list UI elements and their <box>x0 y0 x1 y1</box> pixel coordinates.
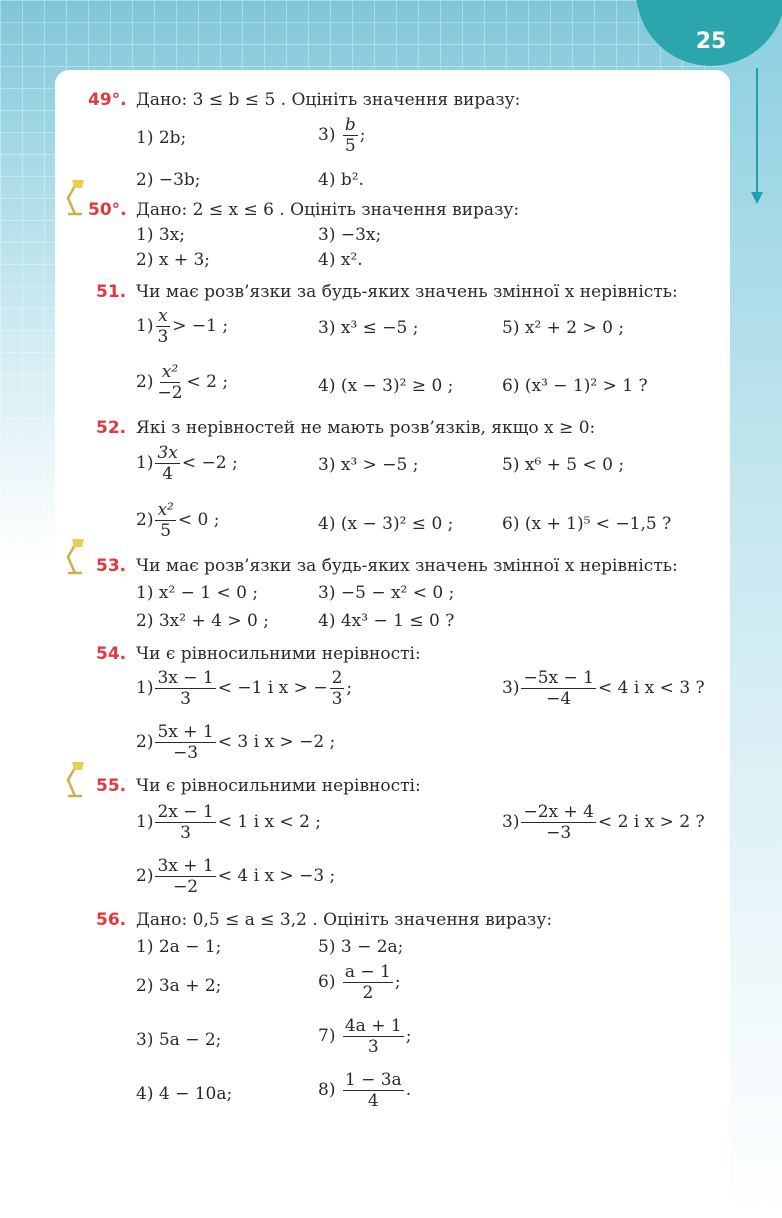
item: 1) $\frac{2x - 1}{3}$ < 1 і x < 2 ; <box>136 802 322 843</box>
item: 4) b². <box>318 170 364 190</box>
exercise-number: 52. <box>96 418 127 438</box>
side-arrow-icon <box>751 192 763 204</box>
item: 2) 3a + 2; <box>136 976 222 996</box>
exercise-number: 54. <box>96 644 127 664</box>
item: 1) $\frac{3x - 1}{3}$ < −1 і x > − $\frac{2}{3}$ ; <box>136 668 353 709</box>
item: 4) x². <box>318 250 363 270</box>
item: 3) x³ > −5 ; <box>318 455 419 475</box>
item: 5) 3 − 2a; <box>318 937 404 957</box>
exercise-number: 50°. <box>88 200 127 220</box>
item: 1) 3x; <box>136 225 185 245</box>
item: 2) $\frac{3x + 1}{-2}$ < 4 і x > −3 ; <box>136 856 336 897</box>
exercise-text: Дано: 0,5 ≤ a ≤ 3,2 . Оцініть значення виразу: <box>136 910 553 930</box>
exercise-text: Дано: 3 ≤ b ≤ 5 . Оцініть значення виразу: <box>136 90 521 110</box>
item: 2) −3b; <box>136 170 201 190</box>
page-number: 25 <box>695 29 727 54</box>
item: 1) 2b; <box>136 128 187 148</box>
side-strip <box>722 0 782 1218</box>
item: 2) 3x² + 4 > 0 ; <box>136 611 269 631</box>
exercise-text: Дано: 2 ≤ x ≤ 6 . Оцініть значення виразу: <box>136 200 520 220</box>
item: 5) x⁶ + 5 < 0 ; <box>502 455 625 475</box>
item: 2) $\frac{\text{x²}}{-2}$ < 2 ; <box>136 362 229 403</box>
item: 6) $\frac{a - 1}{2}$ ; <box>318 962 401 1003</box>
exercise-number: 55. <box>96 776 127 796</box>
item: 4) 4x³ − 1 ≤ 0 ? <box>318 611 455 631</box>
item: 1) 2a − 1; <box>136 937 222 957</box>
item: 2) x + 3; <box>136 250 211 270</box>
item: 4) (x − 3)² ≤ 0 ; <box>318 514 454 534</box>
exercise-text: Чи є рівносильними нерівності: <box>136 776 421 796</box>
item: 6) (x + 1)⁵ < −1,5 ? <box>502 514 672 534</box>
item: 4) (x − 3)² ≥ 0 ; <box>318 376 454 396</box>
item: 3) $\frac{-5x - 1}{-4}$ < 4 і x < 3 ? <box>502 668 705 709</box>
exercise-number: 49°. <box>88 90 127 110</box>
exercise-number: 56. <box>96 910 127 930</box>
exercise-text: Чи має розв’язки за будь-яких значень змінної x нерівність: <box>136 556 678 576</box>
exercise-text: Які з нерівностей не мають розв’язків, якщо x ≥ 0: <box>136 418 596 438</box>
item: 8) $\frac{1 - 3a}{4}$ . <box>318 1070 412 1111</box>
lamp-icon <box>62 758 88 798</box>
lamp-icon <box>62 535 88 575</box>
item: 3) 5a − 2; <box>136 1030 222 1050</box>
item: 3) −5 − x² < 0 ; <box>318 583 455 603</box>
item: 1) x² − 1 < 0 ; <box>136 583 259 603</box>
item: 6) (x³ − 1)² > 1 ? <box>502 376 648 396</box>
item: 1) $\frac{x}{3}$ > −1 ; <box>136 306 229 347</box>
item: 2) $\frac{5x + 1}{-3}$ < 3 і x > −2 ; <box>136 722 336 763</box>
item: 3) $\frac{b}{5}$ ; <box>318 115 366 156</box>
exercise-number: 53. <box>96 556 127 576</box>
item: 2) $\frac{\text{x²}}{5}$ < 0 ; <box>136 500 220 541</box>
item: 3) x³ ≤ −5 ; <box>318 318 419 338</box>
exercise-text: Чи є рівносильними нерівності: <box>136 644 421 664</box>
exercise-text: Чи має розв’язки за будь-яких значень змінної x нерівність: <box>136 282 678 302</box>
item: 1) $\frac{3x}{4}$ < −2 ; <box>136 443 238 484</box>
exercise-number: 51. <box>96 282 127 302</box>
item: 3) $\frac{-2x + 4}{-3}$ < 2 і x > 2 ? <box>502 802 705 843</box>
item: 5) x² + 2 > 0 ; <box>502 318 625 338</box>
item: 3) −3x; <box>318 225 382 245</box>
item: 4) 4 − 10a; <box>136 1084 233 1104</box>
side-arrow-line <box>756 68 758 196</box>
item: 7) $\frac{4a + 1}{3}$ ; <box>318 1016 412 1057</box>
lamp-icon <box>62 176 88 216</box>
